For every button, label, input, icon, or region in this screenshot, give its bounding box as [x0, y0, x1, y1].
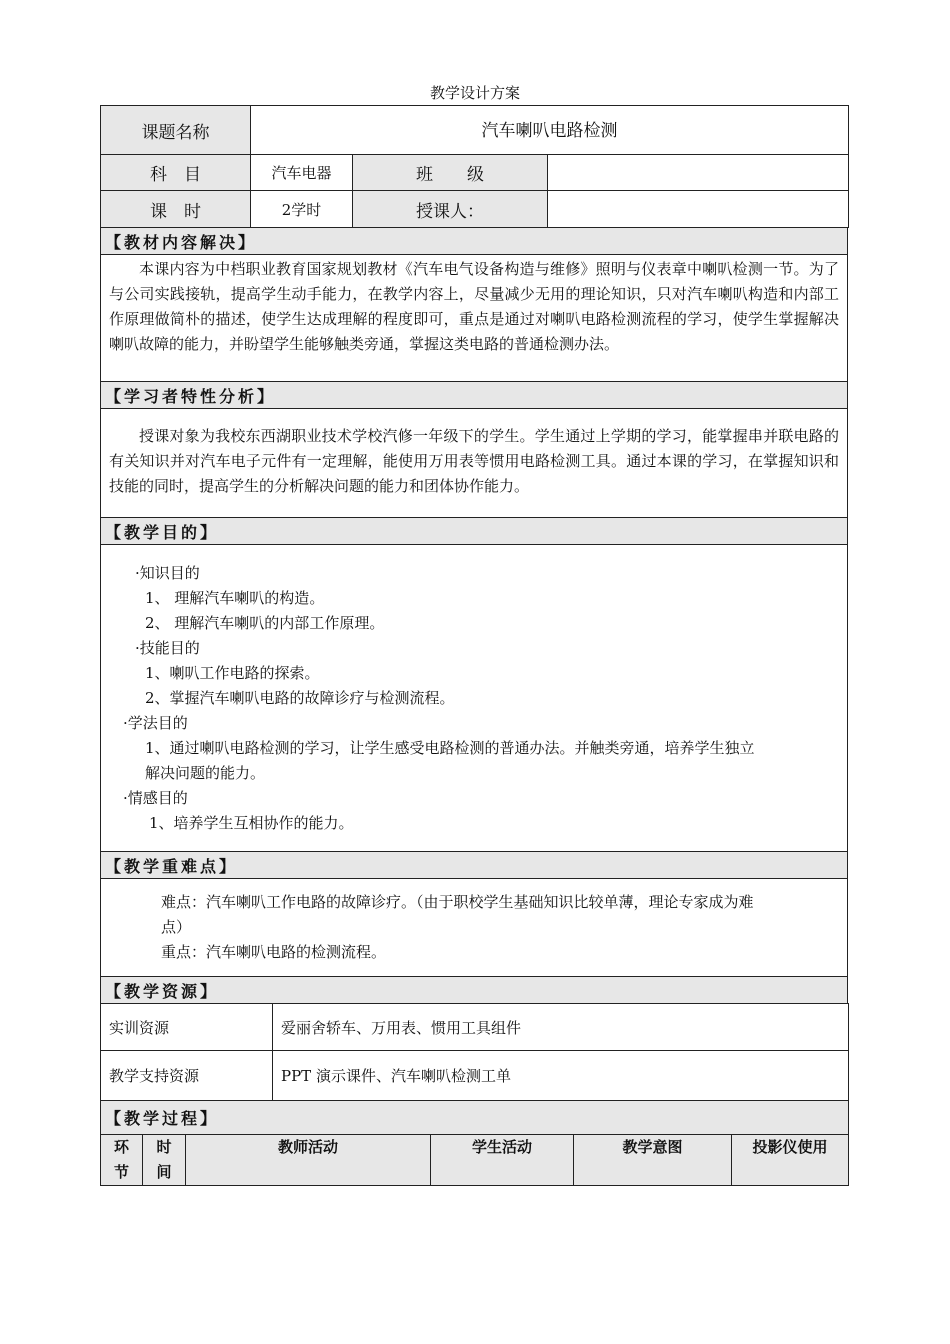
class-label: 班 级 [353, 155, 548, 191]
goal-item: 2、掌握汽车喇叭电路的故障诊疗与检测流程。 [145, 689, 455, 707]
section-title-process: 【教学过程】 [101, 1101, 849, 1135]
subject-label: 科 目 [101, 155, 251, 191]
goal-item: 1、喇叭工作电路的探索。 [145, 664, 320, 682]
process-col-time-line2: 间 [156, 1163, 172, 1181]
goal-heading-knowledge: ·知识目的 [135, 564, 200, 582]
content-paragraph: 本课内容为中档职业教育国家规划教材《汽车电气设备构造与维修》照明与仪表章中喇叭检测一节。为了与公司实践接轨，提高学生动手能力，在教学内容上，尽量减少无用的理论知识，只对汽车喇叭构造和内部工作原理做简朴的描述，使学生达成理解的程度即可，重点是通过对喇叭电路检测流程的学习，使学生掌握解决喇叭故障的能力，并盼望学生能够触类旁通，掌握这类电路的普通检测办法。 [109, 260, 839, 353]
hours-label: 课 时 [101, 191, 251, 228]
teacher-label: 授课人： [353, 191, 548, 228]
teacher-value [548, 191, 849, 228]
goal-item-continued: 解决问题的能力。 [145, 764, 266, 782]
section-title-content: 【教材内容解决】 [101, 228, 848, 255]
topic-value: 汽车喇叭电路检测 [251, 106, 849, 155]
process-col-projector: 投影仪使用 [732, 1135, 849, 1186]
goal-item: 2、 理解汽车喇叭的内部工作原理。 [145, 614, 385, 632]
keypoint-text: 重点：汽车喇叭电路的检测流程。 [161, 943, 387, 961]
difficulty-text: 难点：汽车喇叭工作电路的故障诊疗。（由于职校学生基础知识比较单薄，理论专家成为难 [161, 893, 754, 911]
process-col-time [143, 1135, 186, 1186]
subject-value: 汽车电器 [251, 155, 353, 191]
process-col-intent: 教学意图 [574, 1135, 732, 1186]
process-col-teacher: 教师活动 [186, 1135, 431, 1186]
process-col-stage [101, 1135, 143, 1186]
sections-table [100, 227, 848, 1004]
keypoints-list [101, 879, 847, 965]
section-title-resources: 【教学资源】 [101, 977, 848, 1004]
goal-heading-method: ·学法目的 [123, 714, 188, 732]
goal-item: 1、通过喇叭电路检测的学习，让学生感受电路检测的普通办法。并触类旁通，培养学生独立 [145, 739, 755, 757]
process-col-stage-line2: 节 [113, 1163, 129, 1181]
process-col-time-line1: 时 [156, 1138, 172, 1156]
difficulty-text-continued: 点） [161, 918, 192, 936]
goal-item: 1、 理解汽车喇叭的构造。 [145, 589, 325, 607]
learners-paragraph: 授课对象为我校东西湖职业技术学校汽修一年级下的学生。学生通过上学期的学习，能掌握串并联电路的有关知识并对汽车电子元件有一定理解，能使用万用表等惯用电路检测工具。通过本课的学习，在掌握知识和技能的同时，提高学生的分析解决问题的能力和团体协作能力。 [109, 427, 839, 495]
process-col-student: 学生活动 [431, 1135, 574, 1186]
goals-list [101, 545, 847, 836]
header-table [100, 105, 849, 228]
document-title: 教学设计方案 [429, 84, 520, 102]
resource-value: 爱丽舍轿车、万用表、惯用工具组件 [273, 1004, 849, 1051]
goal-item: 1、培养学生互相协作的能力。 [149, 814, 354, 832]
section-title-goals: 【教学目的】 [101, 518, 848, 545]
resource-label: 实训资源 [101, 1004, 273, 1051]
lesson-plan-form [100, 105, 848, 1186]
topic-label: 课题名称 [101, 106, 251, 155]
hours-value: 2学时 [251, 191, 353, 228]
goal-heading-emotion: ·情感目的 [123, 789, 188, 807]
section-title-keypoints: 【教学重难点】 [101, 852, 848, 879]
process-table [100, 1100, 849, 1186]
resource-value: PPT 演示课件、汽车喇叭检测工单 [273, 1051, 849, 1101]
resource-label: 教学支持资源 [101, 1051, 273, 1101]
section-title-learners: 【学习者特性分析】 [101, 382, 848, 409]
goal-heading-skill: ·技能目的 [135, 639, 200, 657]
process-col-stage-line1: 环 [113, 1138, 129, 1156]
class-value [548, 155, 849, 191]
resources-table [100, 1003, 849, 1101]
